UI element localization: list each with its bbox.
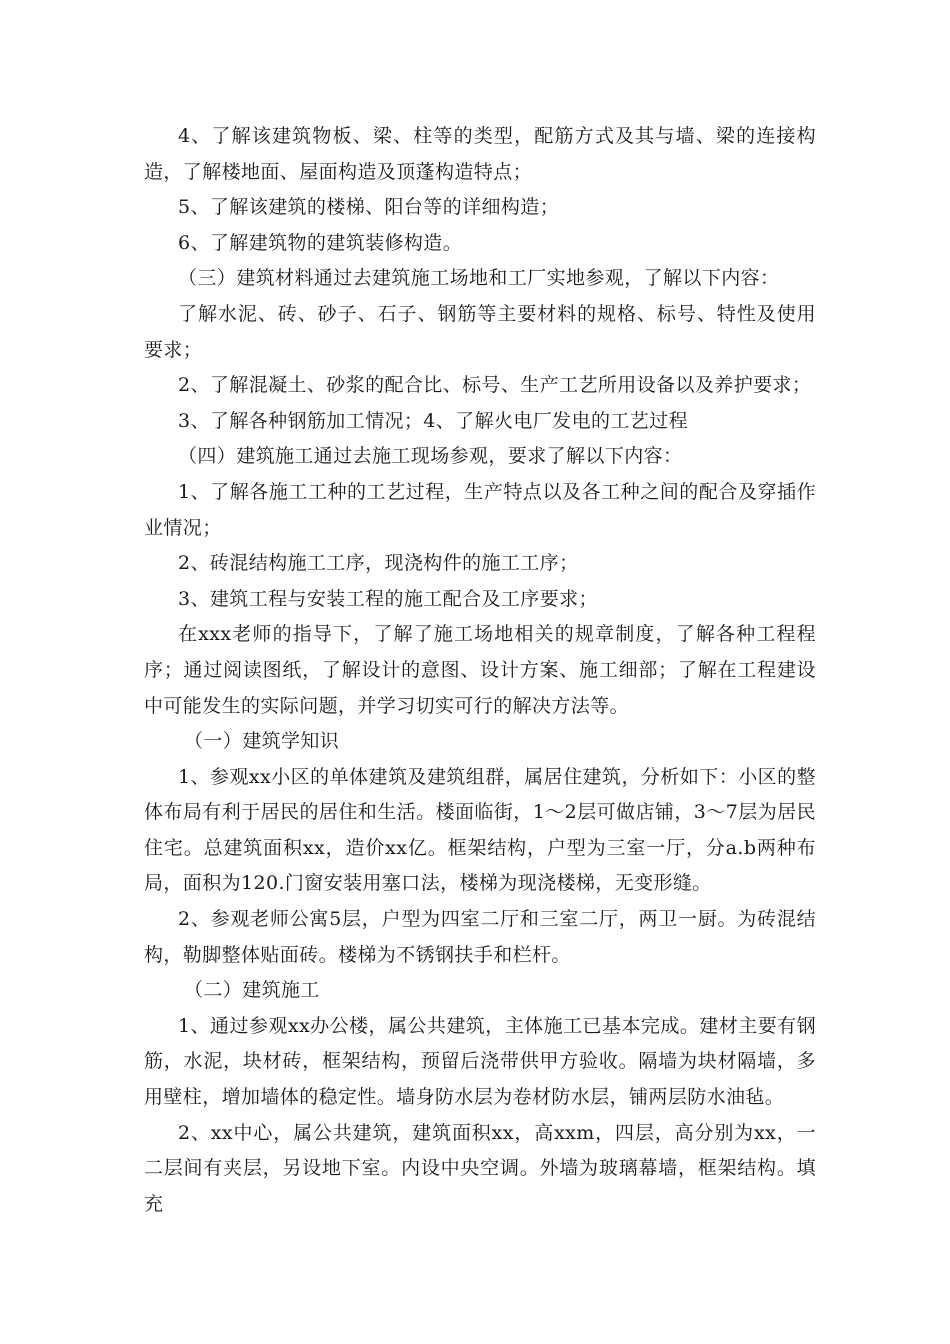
paragraph-item-2-masonry: 2、砖混结构施工工序，现浇构件的施工工序； [178, 552, 579, 575]
paragraph-materials-spec: 了解水泥、砖、砂子、石子、钢筋等主要材料的规格、标号、特性及使用要求； [144, 302, 816, 361]
paragraph-apartment-visit: 2、参观老师公寓5层，户型为四室二厅和三室二厅，两卫一厨。为砖混结构，勒脚整体贴面砖。楼梯为不锈钢扶手和栏杆。 [144, 908, 816, 966]
paragraph-residential-visit: 1、参观xx小区的单体建筑及建筑组群，属居住建筑，分析如下：小区的整体布局有利于居民的居住和生活。楼面临街，1～2层可做店铺，3～7层为居民住宅。总建筑面积xx，造价xx亿。框架结构，户型为三室一厅，分a.b两种布局，面积为120.门窗安装用塞口法，楼梯为现浇楼梯，无变形缝。 [144, 765, 816, 895]
paragraph-item-5-stairs: 5、了解该建筑的楼梯、阳台等的详细构造； [178, 196, 560, 219]
paragraph-item-2-concrete: 2、了解混凝土、砂浆的配合比、标号、生产工艺所用设备以及养护要求； [178, 374, 812, 397]
section-heading-materials: （三）建筑材料通过去建筑施工场地和工厂实地参观，了解以下内容： [178, 267, 780, 290]
paragraph-guidance: 在xxx老师的指导下，了解了施工场地相关的规章制度，了解各种工程程序；通过阅读图纸，了解设计的意图、设计方案、施工细部；了解在工程建设中可能发生的实际问题，并学习切实可行的解决方法等。 [144, 623, 816, 717]
section-heading-building-construction: （二）建筑施工 [184, 979, 320, 1002]
paragraph-item-6-decoration: 6、了解建筑物的建筑装修构造。 [178, 231, 463, 254]
section-heading-architecture: （一）建筑学知识 [184, 730, 340, 753]
paragraph-item-1-trades: 1、了解各施工工种的工艺过程，生产特点以及各工种之间的配合及穿插作业情况； [144, 480, 816, 539]
section-heading-construction: （四）建筑施工通过去施工现场参观，要求了解以下内容： [178, 445, 683, 468]
paragraph-item-3-installation: 3、建筑工程与安装工程的施工配合及工序要求； [178, 587, 598, 610]
paragraph-office-visit: 1、通过参观xx办公楼，属公共建筑，主体施工已基本完成。建材主要有钢筋，水泥，块材砖，框架结构，预留后浇带供甲方验收。隔墙为块材隔墙，多用壁柱，增加墙体的稳定性。墙身防水层为卷材防水层，铺两层防水油毡。 [144, 1014, 816, 1109]
paragraph-item-3-rebar: 3、了解各种钢筋加工情况；4、了解火电厂发电的工艺过程 [178, 409, 688, 432]
document-body [144, 119, 816, 1222]
paragraph-center-visit: 2、xx中心，属公共建筑，建筑面积xx，高xxm，四层，高分别为xx，一二层间有夹层，另设地下室。内设中央空调。外墙为玻璃幕墙，框架结构。填充 [144, 1121, 816, 1215]
paragraph-item-4-structure: 4、了解该建筑物板、梁、柱等的类型，配筋方式及其与墙、梁的连接构造，了解楼地面、屋面构造及顶蓬构造特点； [144, 125, 816, 183]
